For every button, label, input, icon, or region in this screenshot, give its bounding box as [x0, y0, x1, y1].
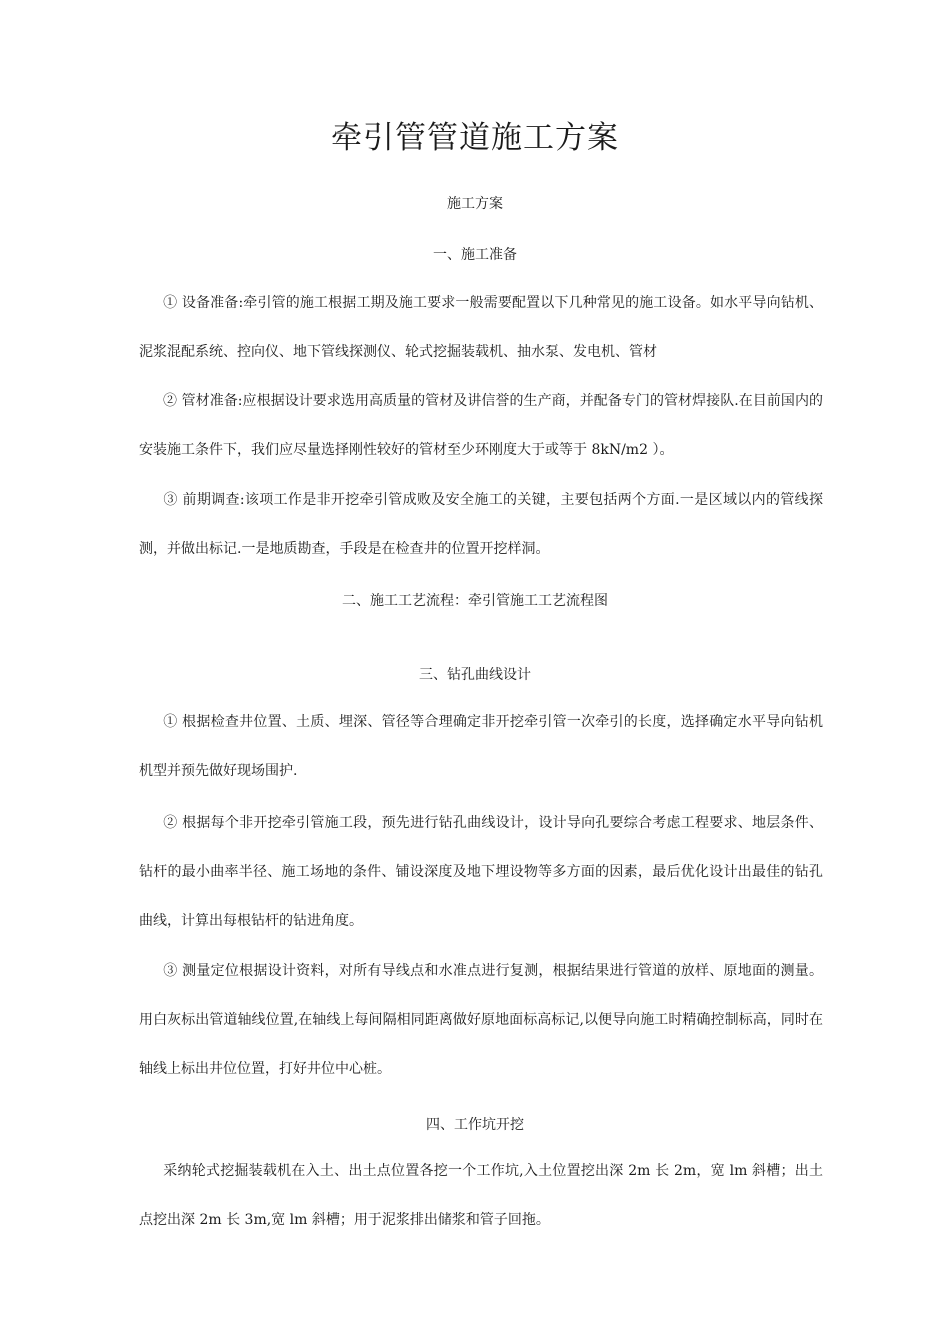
- paragraph-survey-positioning: [139, 947, 823, 1094]
- paragraph-text: ① 根据检查井位置、土质、埋深、管径等合理确定非开挖牵引管一次牵引的长度，选择确定水平导向钻机机型并预先做好现场围护.: [139, 714, 823, 779]
- paragraph-text: ③ 测量定位根据设计资料，对所有导线点和水准点进行复测，根据结果进行管道的放样、原地面的测量。用白灰标出管道轴线位置,在轴线上每间隔相同距离做好原地面标高标记,以便导向施工时精确控制标高，同时在轴线上标出井位位置，打好井位中心桩。: [139, 963, 823, 1077]
- document-subtitle: 施工方案: [447, 196, 503, 212]
- paragraph-pipe-preparation: [139, 377, 823, 475]
- paragraph-curve-design: [139, 799, 823, 946]
- paragraph-text: ① 设备准备:牵引管的施工根据工期及施工要求一般需要配置以下几种常见的施工设备。如水平导向钻机、泥浆混配系统、控向仪、地下管线探测仪、轮式挖掘装载机、抽水泵、发电机、管材: [139, 295, 823, 360]
- document-title: 牵引管管道施工方案: [331, 120, 619, 156]
- section-heading-preparation: 一、施工准备: [433, 247, 517, 263]
- paragraph-text: ② 管材准备:应根据设计要求选用高质量的管材及讲信誉的生产商，并配备专门的管材焊接队.在目前国内的安装施工条件下，我们应尽量选择刚性较好的管材至少环刚度大于或等于 8kN/m2 ）。: [139, 393, 823, 458]
- paragraph-preliminary-survey: [139, 476, 823, 574]
- paragraph-equipment-preparation: [139, 279, 823, 377]
- paragraph-pit-excavation: [139, 1147, 823, 1245]
- paragraph-text: 采纳轮式挖掘装载机在入土、出土点位置各挖一个工作坑,入土位置挖出深 2m 长 2m，宽 lm 斜槽；出土点挖出深 2m 长 3m,宽 lm 斜槽；用于泥浆排出储浆和管子回拖。: [139, 1163, 823, 1228]
- section-heading-pit-excavation: 四、工作坑开挖: [426, 1117, 524, 1133]
- section-heading-drilling-curve: 三、钻孔曲线设计: [419, 667, 531, 683]
- paragraph-drilling-length: [139, 698, 823, 796]
- paragraph-text: ③ 前期调查:该项工作是非开挖牵引管成败及安全施工的关键，主要包括两个方面.一是区域以内的管线探测，并做出标记.一是地质勘查，手段是在检查井的位置开挖样洞。: [139, 492, 823, 557]
- paragraph-text: ② 根据每个非开挖牵引管施工段，预先进行钻孔曲线设计，设计导向孔要综合考虑工程要求、地层条件、钻杆的最小曲率半径、施工场地的条件、铺设深度及地下埋设物等多方面的因素，最后优化设计出最佳的钻孔曲线，计算出每根钻杆的钻进角度。: [139, 815, 823, 929]
- section-heading-process-flow: 二、施工工艺流程：牵引管施工工艺流程图: [342, 593, 608, 609]
